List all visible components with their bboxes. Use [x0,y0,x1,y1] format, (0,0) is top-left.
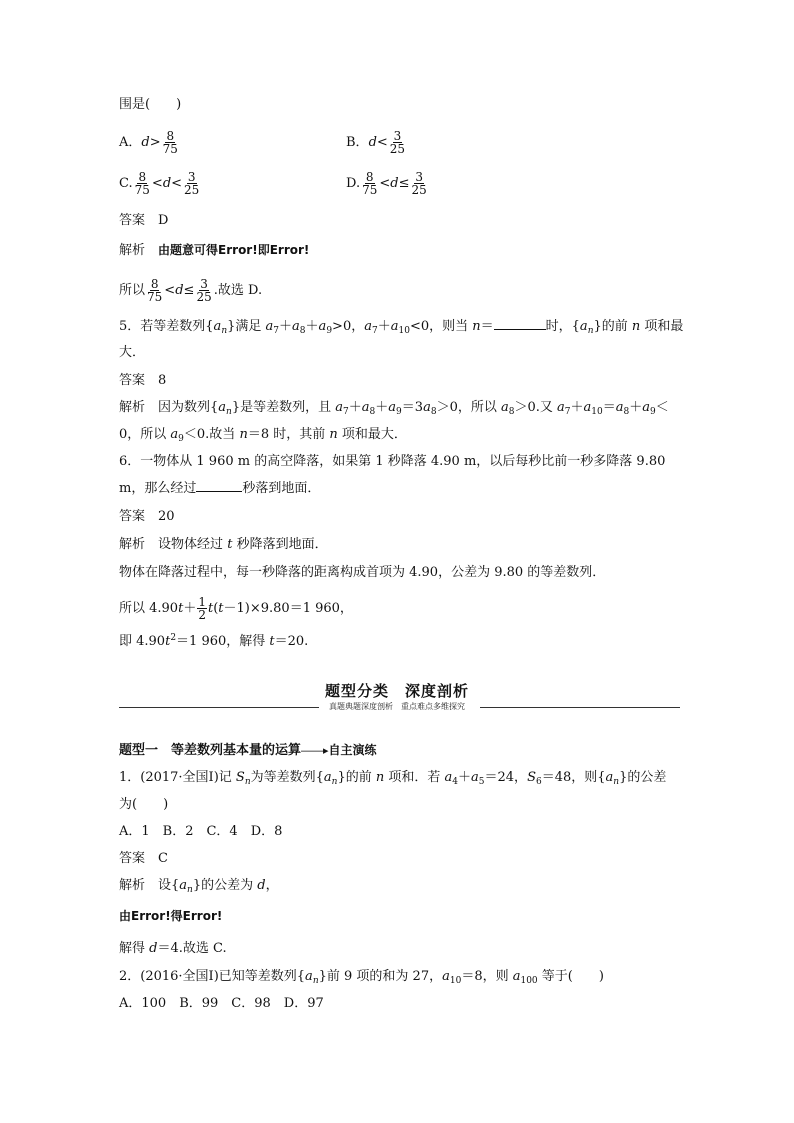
q6-answer: 答案 20 [119,509,175,524]
q5-answer: 答案 8 [119,373,167,388]
q2-stem: 2．(2016·全国Ⅰ)已知等差数列$\{a_n\}$前 9 项的和为 27，$a_{10}=8$，则 $a_{100}$ 等于( ) [119,969,604,986]
section-title: 题型分类 深度剖析 [324,682,469,700]
q1-stem-line2: 为( ) [119,797,169,812]
q4-option-a: A．d> $\frac{8}{75}$ [119,129,178,156]
q2-options: A．100 B．99 C．98 D．97 [119,996,324,1011]
q6-stem-line2: m，那么经过 秒落到地面． [119,481,321,496]
q4-answer: 答案 D [119,213,169,228]
q4-option-b: B．d< $\frac{3}{25}$ [346,129,406,156]
q6-equation: 所以 4.90t＋ $\frac{1}{2}$ t(t－1)×9.80＝1 960， [119,595,353,622]
q4-option-c: C. $\frac{8}{75}$ <d< $\frac{3}{25}$ [119,170,200,197]
q6-analysis: 解析 设物体经过 t 秒降落到地面． [119,537,328,552]
q4-conclusion: 所以 $\frac{8}{75}$ <d≤ $\frac{3}{25}$ .故选 D. [119,277,263,304]
section-subtitle: 真题典题深度剖析 重点难点多维探究 [0,701,794,712]
q1-answer: 答案 C [119,851,168,866]
q1-options: A．1 B．2 C．4 D．8 [119,824,283,839]
q5-analysis-line2: 0，所以 $a_9<0$.故当 n＝8 时，其前 n 项和最大． [119,427,407,444]
q1-analysis: 解析 设$\{a_n\}$的公差为 d， [119,878,279,895]
q6-solution: 即 $4.90t^2=1$ 960，解得 t＝20. [119,633,309,649]
q1-stem: 1．(2017·全国Ⅰ)记 $S_n$为等差数列$\{a_n\}$的前 n 项和．若 $a_4+a_5=24$，$S_6=48$，则$\{a_n\}$的公差 [119,770,667,787]
q5-stem: 5．若等差数列$\{a_n\}$满足 $a_7+a_8+a_9>0$，$a_7+a_{10}<0$，则当 n＝ 时，$\{a_n\}$的前 n 项和最 [119,319,684,336]
q6-stem: 6．一物体从 1 960 m 的高空降落，如果第 1 秒降落 4.90 m，以后每秒比前一秒多降落 9.80 [119,454,666,469]
q1-analysis-line3: 解得 d＝4.故选 C. [119,941,227,956]
q4-option-d: D. $\frac{8}{75}$ <d≤ $\frac{3}{25}$ [346,170,427,197]
q6-analysis-line2: 物体在降落过程中，每一秒降落的距离构成首项为 4.90，公差为 9.80 的等差数列． [119,565,606,580]
q5-analysis: 解析 因为数列$\{a_n\}$是等差数列，且 $a_7+a_8+a_9=3a_8>0$，所以 $a_8>0$.又 $a_7+a_{10}=a_8+a_9<$ [119,400,669,417]
arrow-right-icon: ――▸ [301,744,329,757]
q6-blank[interactable] [196,479,242,492]
q1-analysis-line2: 由Error!得Error! [119,909,223,923]
q5-blank[interactable] [494,317,546,330]
topic1-heading: 题型一 等差数列基本量的运算――▸自主演练 [119,743,377,758]
q4-stem-tail: 围是( ) [119,97,182,112]
q4-analysis: 解析 由题意可得Error!即Error! [119,243,310,258]
q5-stem-line2: 大． [119,345,146,360]
